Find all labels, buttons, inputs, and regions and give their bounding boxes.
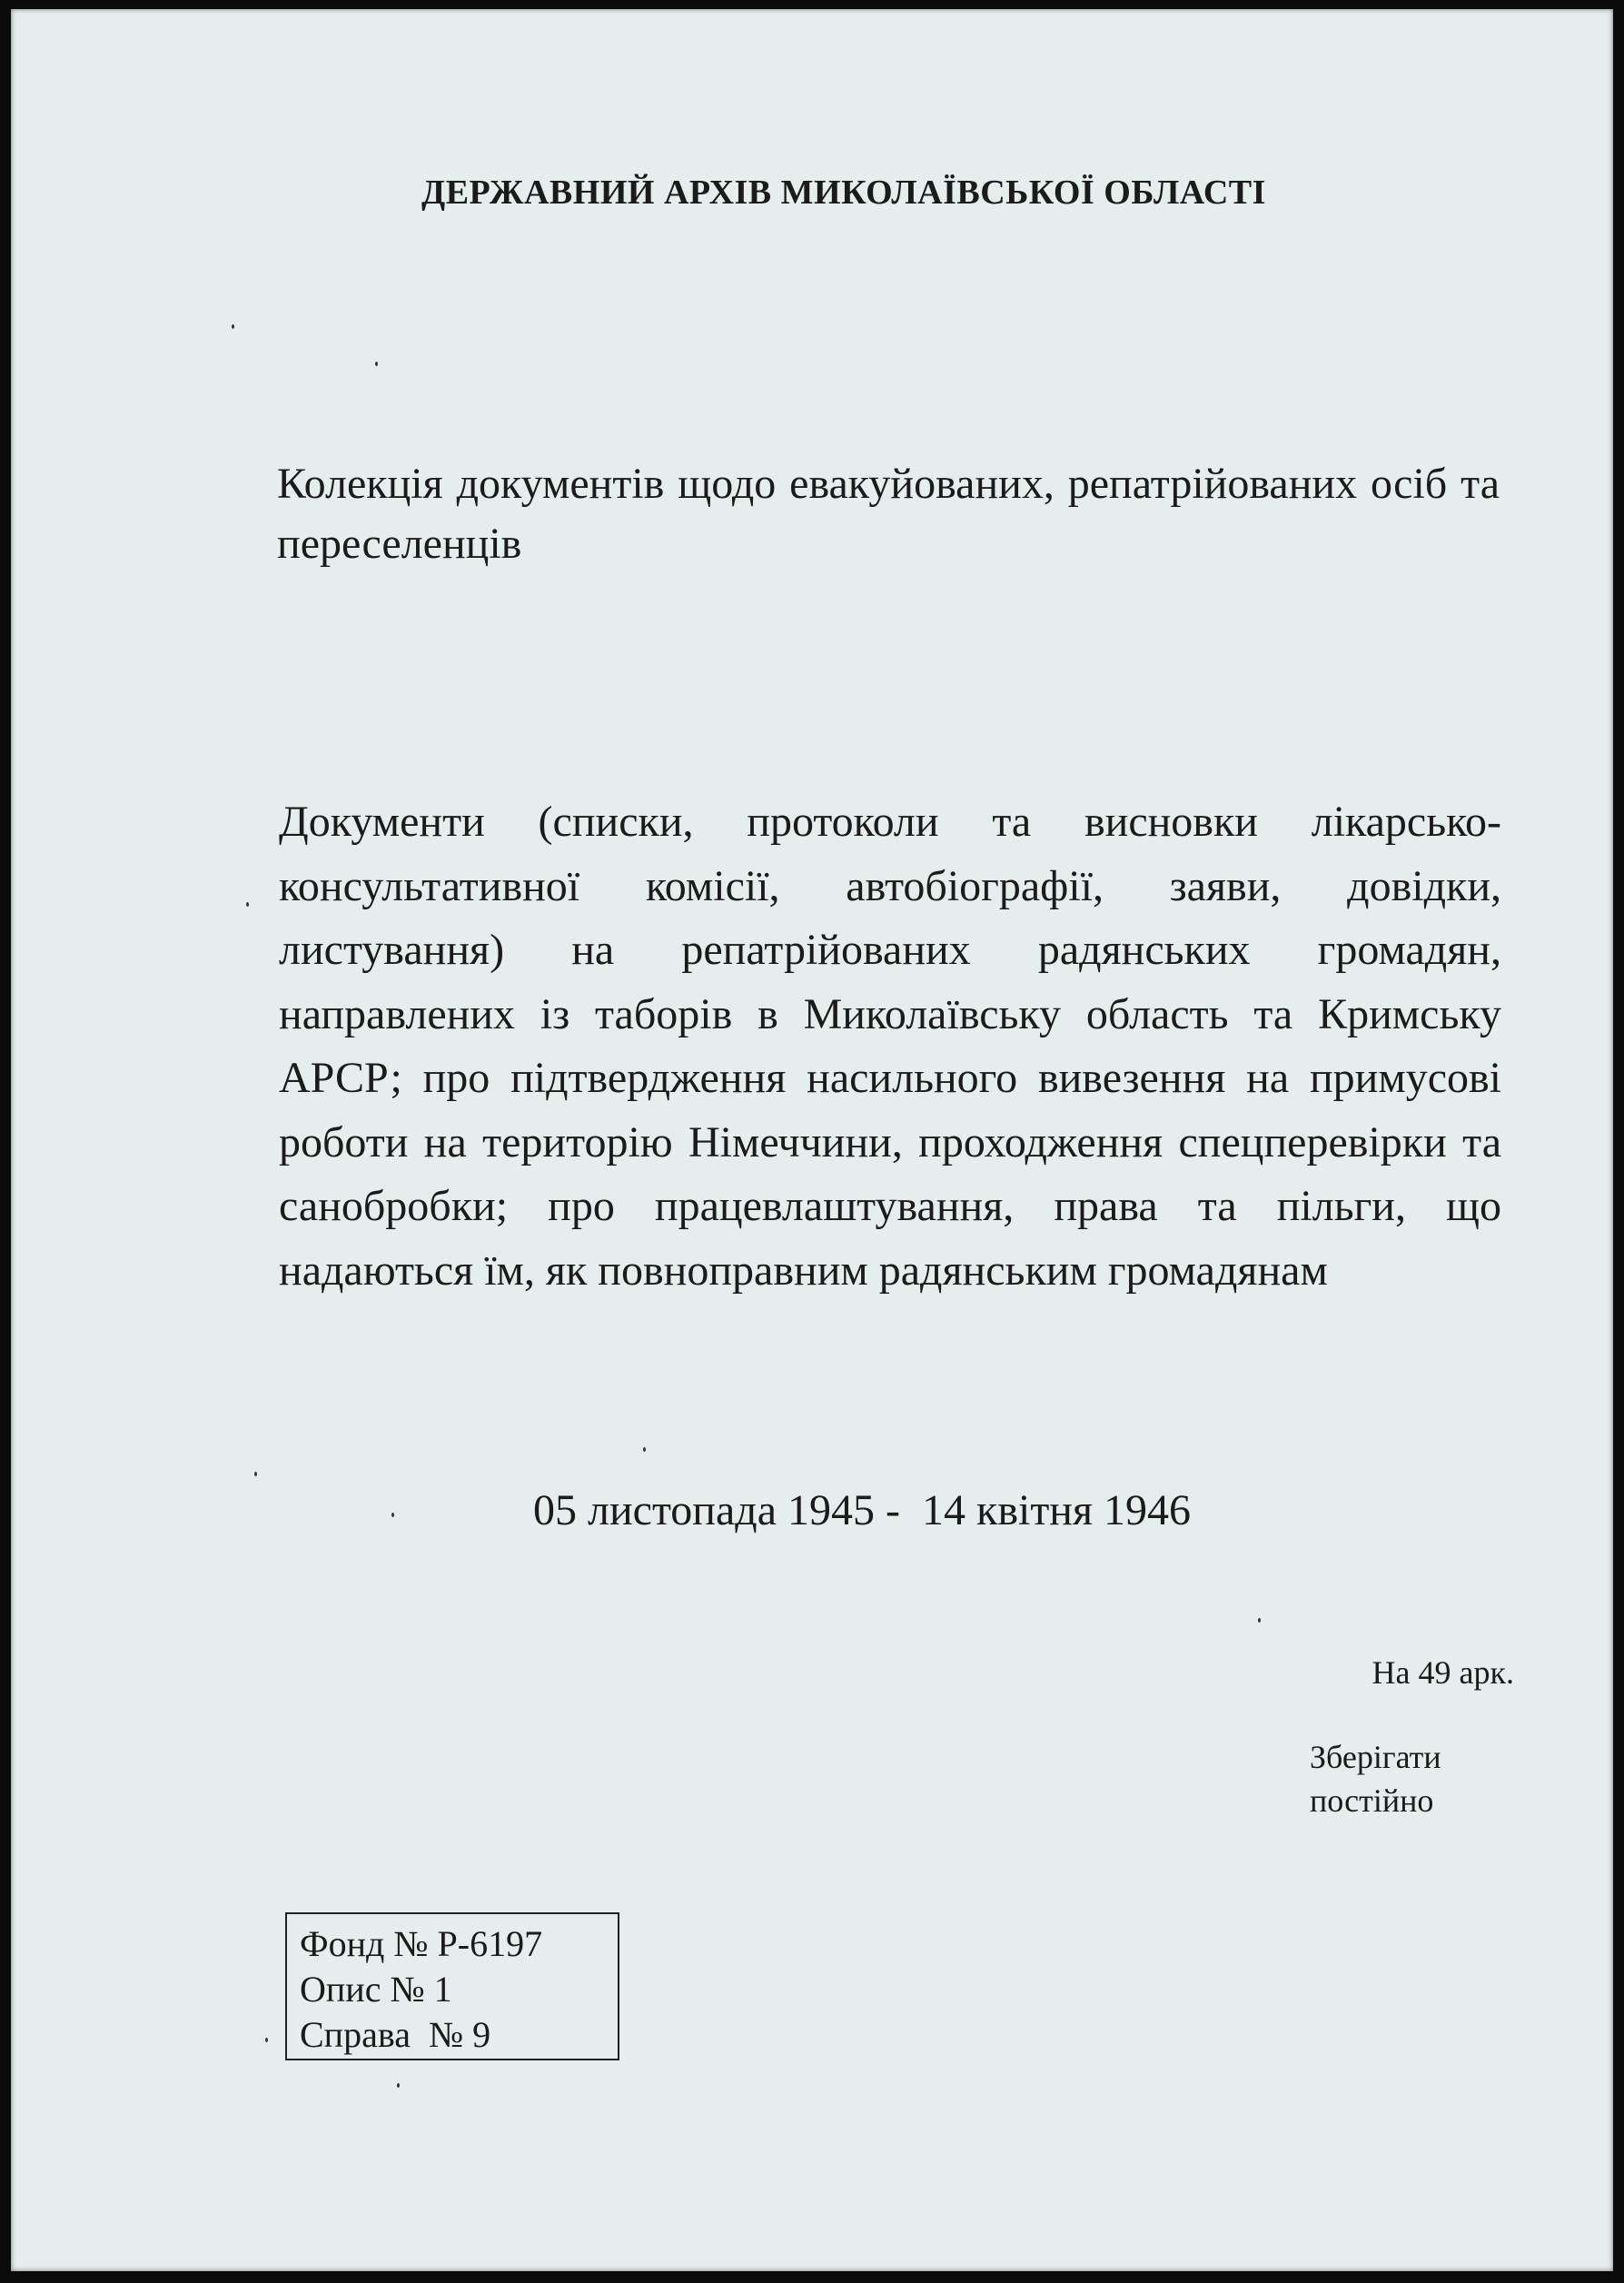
storage-term-line2: постійно (1310, 1782, 1434, 1819)
date-range: 05 листопада 1945 - 14 квітня 1946 (533, 1486, 1192, 1534)
dust-speck (397, 2083, 400, 2088)
file-description: Документи (списки, протоколи та висновки лікарсько-консультативної комісії, автобіографії, заяви, довідки, листування) на репатрійованих радянських громадян, направлених із таборів в Миколаївську область та Кримську АРСР; про підтвердження насильного вивезення на примусові роботи на територію Німеччини, проходження спецперевірки та санобробки; про працевлаштування, права та пільги, що надаються їм, як повноправним радянським громадянам (279, 798, 1501, 1295)
dust-speck (254, 1472, 257, 1476)
storage-term-line1: Зберігати (1310, 1739, 1441, 1775)
fund-number: Фонд № Р-6197 (300, 1923, 543, 1964)
dust-speck (232, 324, 234, 329)
dust-speck (1258, 1618, 1261, 1623)
dust-speck (643, 1447, 646, 1452)
document-page (11, 9, 1613, 2271)
storage-term (1310, 1735, 1441, 1822)
dust-speck (265, 2038, 268, 2042)
file-number: Справа № 9 (300, 2014, 491, 2055)
dust-speck (375, 362, 378, 366)
fund-reference-box (285, 1912, 619, 2060)
dust-speck (246, 902, 249, 907)
sheet-count: На 49 арк. (1371, 1654, 1514, 1691)
inventory-number: Опис № 1 (300, 1969, 452, 2010)
dust-speck (391, 1513, 394, 1517)
archive-name-heading: ДЕРЖАВНИЙ АРХІВ МИКОЛАЇВСЬКОЇ ОБЛАСТІ (421, 174, 1266, 212)
collection-title: Колекція документів щодо евакуйованих, репатрійованих осіб та переселенців (277, 460, 1500, 568)
